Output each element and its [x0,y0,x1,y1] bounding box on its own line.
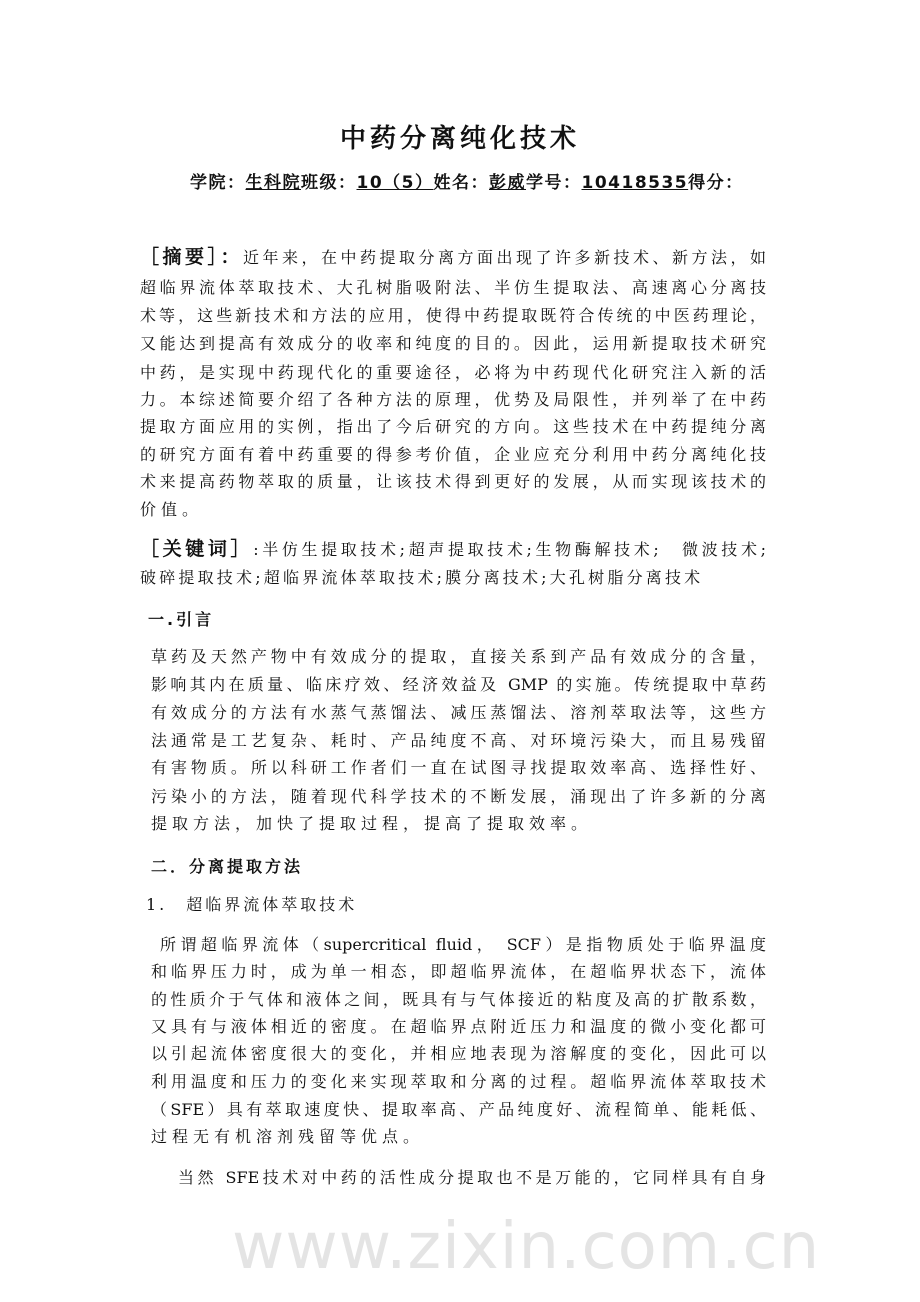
abstract-line: 中药，是实现中药现代化的重要途径，必将为中药现代化研究注入新的活 [140,363,766,382]
intro-line: 草药及天然产物中有效成分的提取，直接关系到产品有效成分的含量， [151,647,766,666]
scf-line: 以引起流体密度很大的变化，并相应地表现为溶解度的变化，因此可以 [151,1044,766,1063]
intro-line: 影响其内在质量、临床疗效、经济效益及 GMP 的实施。传统提取中草药 [151,675,766,694]
author-info [190,168,744,193]
section-heading-methods: 二．分离提取方法 [151,857,304,876]
abstract-line [140,246,766,269]
intro-line: 法通常是工艺复杂、耗时、产品纯度不高、对环境污染大，而且易残留 [151,731,766,750]
abstract-line: 超临界流体萃取技术、大孔树脂吸附法、半仿生提取法、高速离心分离技 [140,278,766,297]
scf-line: 和临界压力时，成为单一相态，即超临界流体，在超临界状态下，流体 [151,962,766,981]
scf-line: （SFE）具有萃取速度快、提取率高、产品纯度好、流程简单、能耗低、 [151,1100,766,1119]
college-value: 生科院 [245,173,301,193]
abstract-line: 价值。 [140,500,204,519]
abstract-line: 的研究方面有着中药重要的得参考价值，企业应充分利用中药分离纯化技 [140,445,766,464]
scf-line: 利用温度和压力的变化来实现萃取和分离的过程。超临界流体萃取技术 [151,1072,766,1091]
name-value: 彭威 [489,173,526,193]
scf-paragraph-2-line: 当然 SFE技术对中药的活性成分提取也不是万能的，它同样具有自身 [178,1168,766,1187]
abstract-line: 术等，这些新技术和方法的应用，使得中药提取既符合传统的中医药理论， [140,306,766,325]
keywords-line [140,538,766,561]
intro-line: 有效成分的方法有水蒸气蒸馏法、减压蒸馏法、溶剂萃取法等，这些方 [151,703,766,722]
id-value: 10418535 [581,173,689,193]
scf-line: 过程无有机溶剂残留等优点。 [151,1127,425,1146]
abstract-line: 术来提高药物萃取的质量，让该技术得到更好的发展，从而实现该技术的 [140,472,766,491]
score-label: 得分： [688,173,744,193]
document-title: 中药分离纯化技术 [339,124,580,154]
name-label: 姓名： [433,173,489,193]
abstract-text: 近年来，在中药提取分离方面出现了许多新技术、新方法，如 [243,248,766,267]
keywords-line: 破碎提取技术;超临界流体萃取技术;膜分离技术;大孔树脂分离技术 [140,568,704,587]
intro-line: 有害物质。所以科研工作者们一直在试图寻找提取效率高、选择性好、 [151,758,766,777]
college-label: 学院： [190,173,246,193]
abstract-line: 又能达到提高有效成分的收率和纯度的目的。因此，运用新提取技术研究 [140,334,766,353]
watermark: www.zixin.com.cn [232,1210,821,1284]
abstract-line: 力。本综述简要介绍了各种方法的原理，优势及局限性，并列举了在中药 [140,390,766,409]
keywords-text: :半仿生提取技术;超声提取技术;生物酶解技术; 微波技术; [253,540,766,559]
abstract-label: ［摘要］： [140,246,243,268]
class-value: 10（5） [356,173,434,193]
abstract-line: 提取方面应用的实例，指出了今后研究的方向。这些技术在中药提纯分离 [140,417,766,436]
scf-line: 又具有与液体相近的密度。在超临界点附近压力和温度的微小变化都可 [151,1017,766,1036]
section-heading-intro: 一.引言 [148,610,215,629]
keywords-label: ［关键词］ [140,538,254,560]
scf-line: 所谓超临界流体（supercritical fluid， SCF）是指物质处于临界温度 [160,935,766,954]
id-label: 学号： [526,173,582,193]
class-label: 班级： [301,173,357,193]
intro-line: 提取方法，加快了提取过程，提高了提取效率。 [151,814,593,833]
intro-line: 污染小的方法，随着现代科学技术的不断发展，涌现出了许多新的分离 [151,787,766,806]
scf-line: 的性质介于气体和液体之间，既具有与气体接近的粘度及高的扩散系数， [151,990,766,1009]
subsection-heading-scf: 1. 超临界流体萃取技术 [146,895,358,914]
